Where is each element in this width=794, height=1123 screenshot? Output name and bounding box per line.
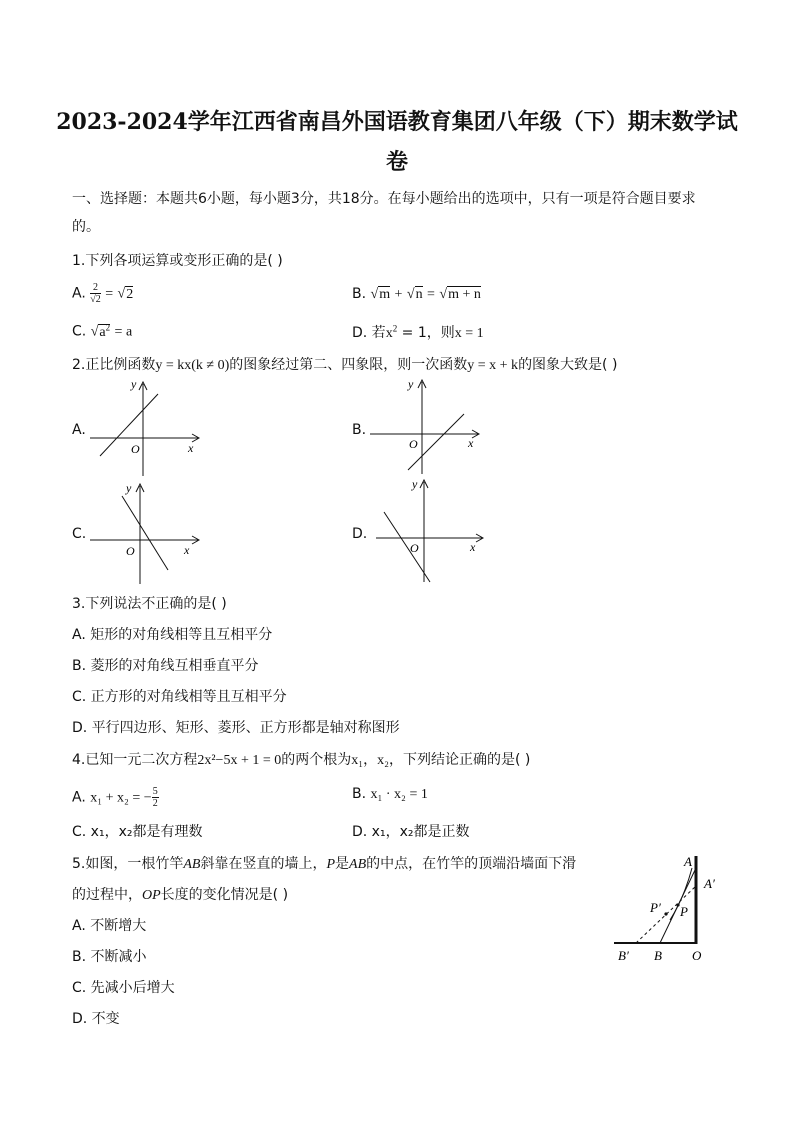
q4-a-fraction [152, 786, 159, 809]
q1-b-equals: = [427, 287, 435, 302]
y-axis-label: y [126, 481, 132, 495]
q1-c-rhs: = a [114, 324, 133, 340]
q1-d-x: x [385, 326, 393, 341]
q5-option-c: C. 先减小后增大 [72, 980, 175, 996]
q5-figure [608, 850, 728, 966]
q4-stem [72, 749, 530, 769]
q4-b-label: B. [352, 786, 367, 802]
q5-stem-mid2: 是 [335, 856, 350, 872]
q5-stem-op: OP [142, 888, 161, 903]
q2-stem-equation: y = kx(k ≠ 0) [155, 358, 230, 373]
q1-c-a: a [99, 324, 106, 340]
q5-option-d: D. 不变 [72, 1011, 120, 1027]
function-line [122, 496, 168, 570]
q2-stem [72, 354, 617, 374]
q4-a-expression: x₁ + x₂ = − [90, 790, 152, 806]
q1-b-label: B. [352, 286, 367, 302]
y-axis-label: y [131, 377, 137, 391]
origin-label: O [409, 437, 418, 451]
q1-option-a: A. $\frac{2}{√2}$ = √2 [72, 282, 134, 305]
label-p-prime: P′ [650, 900, 661, 915]
q1-b-m: m [379, 287, 391, 302]
q5-option-b: B. 不断减小 [72, 949, 147, 965]
q5-stem-l2-pre: 的过程中， [72, 887, 142, 903]
q2-option-b-label: B. [352, 422, 367, 438]
q2-stem-pre: 2.正比例函数 [72, 357, 156, 373]
q2-option-c-label: C. [72, 526, 87, 542]
q1-a-denominator: √2 [90, 294, 101, 305]
x-axis-label: x [468, 436, 474, 450]
q5-stem-line2 [72, 884, 288, 904]
q1-b-n: n [415, 287, 423, 302]
q4-option-a [72, 786, 159, 809]
label-o: O [692, 948, 702, 963]
q5-stem-pre: 5.如图，一根竹竿 [72, 856, 184, 872]
q1-a-equals: = [105, 286, 114, 302]
point-p-prime [664, 912, 667, 915]
q5-option-a: A. 不断增大 [72, 918, 147, 934]
origin-label: O [410, 541, 419, 555]
q1-b-plus: + [394, 287, 403, 302]
y-axis-label: y [408, 377, 414, 391]
q1-b-rhs: m + n [448, 287, 481, 302]
q2-graph-c [86, 478, 206, 588]
q4-stem-equation: 2x²−5x + 1 = 0 [197, 753, 282, 768]
q5-stem-l2-post: 长度的变化情况是( ) [160, 887, 289, 903]
q1-d-mid: = 1，则 [397, 325, 455, 341]
y-axis-label: y [412, 477, 418, 491]
function-line [100, 394, 158, 456]
q2-option-a-label: A. [72, 422, 86, 438]
q5-stem-ab2: AB [349, 857, 367, 872]
q5-stem-line1 [72, 853, 576, 873]
q2-stem-equation2: y = x + k [467, 358, 519, 373]
origin-label: O [131, 442, 140, 456]
exam-title-line2: 卷 [385, 149, 408, 175]
q4-a-label: A. [72, 789, 86, 806]
q1-c-exponent: 2 [105, 322, 111, 332]
x-axis-label: x [188, 441, 194, 455]
q5-stem-p: P [326, 857, 336, 872]
exam-title-line1: 2023-2024学年江西省南昌外国语教育集团八年级（下）期末数学试 [56, 109, 738, 135]
q1-d-label: D. 若 [352, 325, 386, 341]
section-heading-line2: 的。 [72, 219, 100, 235]
origin-label: O [126, 544, 135, 558]
label-a-prime: A′ [704, 876, 715, 891]
q3-option-a: A. 矩形的对角线相等且互相平分 [72, 627, 273, 643]
q2-stem-mid: 的图象经过第二、四象限，则一次函数 [229, 357, 468, 373]
q1-a-rhs: 2 [126, 286, 134, 302]
q4-stem-pre: 4.已知一元二次方程 [72, 752, 198, 768]
label-b: B [654, 948, 662, 963]
q5-stem-post: 的中点，在竹竿的顶端沿墙面下滑 [366, 856, 577, 872]
q2-graph-d [370, 476, 490, 586]
q4-a-numerator: 5 [152, 786, 158, 797]
label-a: A [684, 854, 692, 869]
q4-option-d: D. x₁，x₂都是正数 [352, 824, 470, 840]
q1-option-c: C. $√a^2 = a$ [72, 322, 133, 340]
x-axis-label: x [470, 540, 476, 554]
q4-option-c: C. x₁，x₂都是有理数 [72, 824, 203, 840]
label-b-prime: B′ [618, 948, 629, 963]
q4-b-expression: x₁ · x₂ = 1 [370, 787, 428, 802]
q1-stem: 1.下列各项运算或变形正确的是( ) [72, 253, 283, 269]
q1-d-rhs: x = 1 [454, 326, 484, 341]
q1-d-exponent: 2 [392, 323, 398, 334]
q1-option-b: B. √m + √n = √m + n [352, 286, 481, 302]
q4-stem-roots: x₁，x₂ [351, 753, 390, 768]
x-axis-label: x [184, 543, 190, 557]
q3-option-b: B. 菱形的对角线互相垂直平分 [72, 658, 259, 674]
q2-graph-a [86, 376, 206, 480]
q5-stem-mid: 斜靠在竖直的墙上， [200, 856, 327, 872]
q4-option-b [352, 786, 428, 803]
q1-a-numerator: 2 [90, 282, 101, 294]
function-line [384, 512, 430, 582]
q2-stem-post: 的图象大致是( ) [518, 357, 618, 373]
section-heading-line1: 一、选择题：本题共6小题，每小题3分，共18分。在每小题给出的选项中，只有一项是符合题目要求 [72, 191, 696, 207]
q1-option-d [352, 322, 484, 342]
q3-stem: 3.下列说法不正确的是( ) [72, 596, 227, 612]
q2-option-d-label: D. [352, 526, 368, 542]
q5-stem-ab: AB [183, 857, 201, 872]
q1-c-label: C. [72, 323, 87, 340]
q4-a-denominator: 2 [152, 798, 158, 809]
q4-stem-post: ，下列结论正确的是( ) [389, 752, 531, 768]
q2-graph-b [364, 374, 484, 478]
label-p: P [680, 904, 688, 919]
q3-option-d: D. 平行四边形、矩形、菱形、正方形都是轴对称图形 [72, 720, 400, 736]
q1-a-fraction [90, 282, 101, 305]
q3-option-c: C. 正方形的对角线相等且互相平分 [72, 689, 287, 705]
q1-a-label: A. [72, 285, 86, 302]
q4-stem-mid: 的两个根为 [281, 752, 352, 768]
